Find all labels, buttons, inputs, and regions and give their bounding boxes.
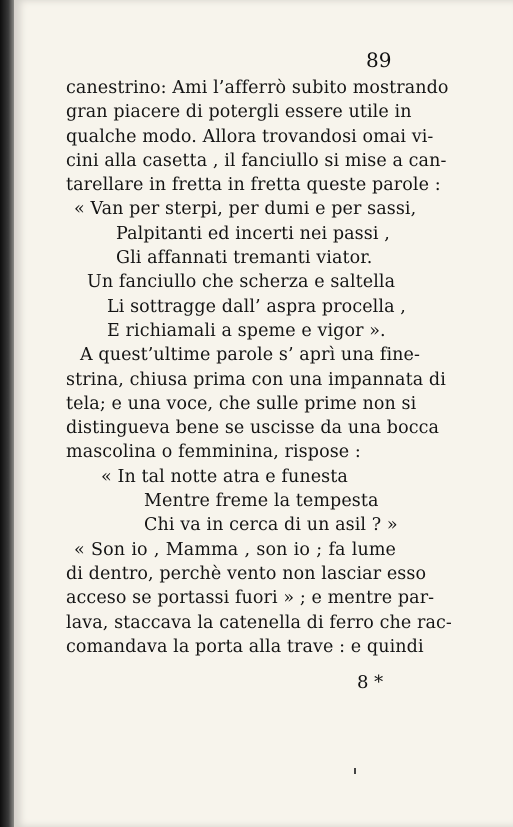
verse-line: Un fanciullo che scherza e saltella [87,272,396,293]
verse-line: Li sottragge dall’ aspra procella , [107,296,406,317]
signature-mark: 8 * [357,672,384,693]
verse-line: Mentre freme la tempesta [144,491,379,512]
verse-line: Palpitanti ed incerti nei passi , [116,223,390,244]
book-spine-shadow [0,0,14,827]
verse-line: « Van per sterpi, per dumi e per sassi, [74,199,417,220]
text-line: strina, chiusa prima con una impannata di [66,369,446,390]
text-line: cini alla casetta , il fanciullo si mise a can- [66,150,447,171]
text-line: mascolina o femminina, rispose : [66,442,361,463]
book-page [14,0,513,827]
text-line: A quest’ultime parole s’ aprì una fine- [80,345,420,366]
verse-line: E richiamali a speme e vigor ». [107,320,386,341]
text-line: lava, staccava la catenella di ferro che rac- [66,612,452,633]
text-line: di dentro, perchè vento non lasciar esso [66,563,427,584]
text-line: canestrino: Ami l’afferrò subito mostrando [66,78,449,98]
text-line: acceso se portassi fuori » ; e mentre par- [66,588,435,609]
text-line: tela; e una voce, che sulle prime non si [66,393,417,414]
verse-line: Chi va in cerca di un asil ? » [144,515,398,536]
body-text [14,76,513,659]
text-line: comandava la porta alla trave : e quindi [66,636,424,657]
ink-speck [354,768,356,774]
text-line: « Son io , Mamma , son io ; fa lume [74,539,396,560]
text-line: qualche modo. Allora trovandosi omai vi- [66,126,434,147]
text-line: gran piacere di potergli essere utile in [66,102,412,123]
verse-line: Gli affannati tremanti viator. [116,248,373,269]
verse-line: « In tal notte atra e funesta [101,466,348,487]
text-line: distingueva bene se uscisse da una bocca [66,418,440,439]
page-number: 89 [366,48,392,72]
text-line: tarellare in fretta in fretta queste parole : [66,175,441,196]
